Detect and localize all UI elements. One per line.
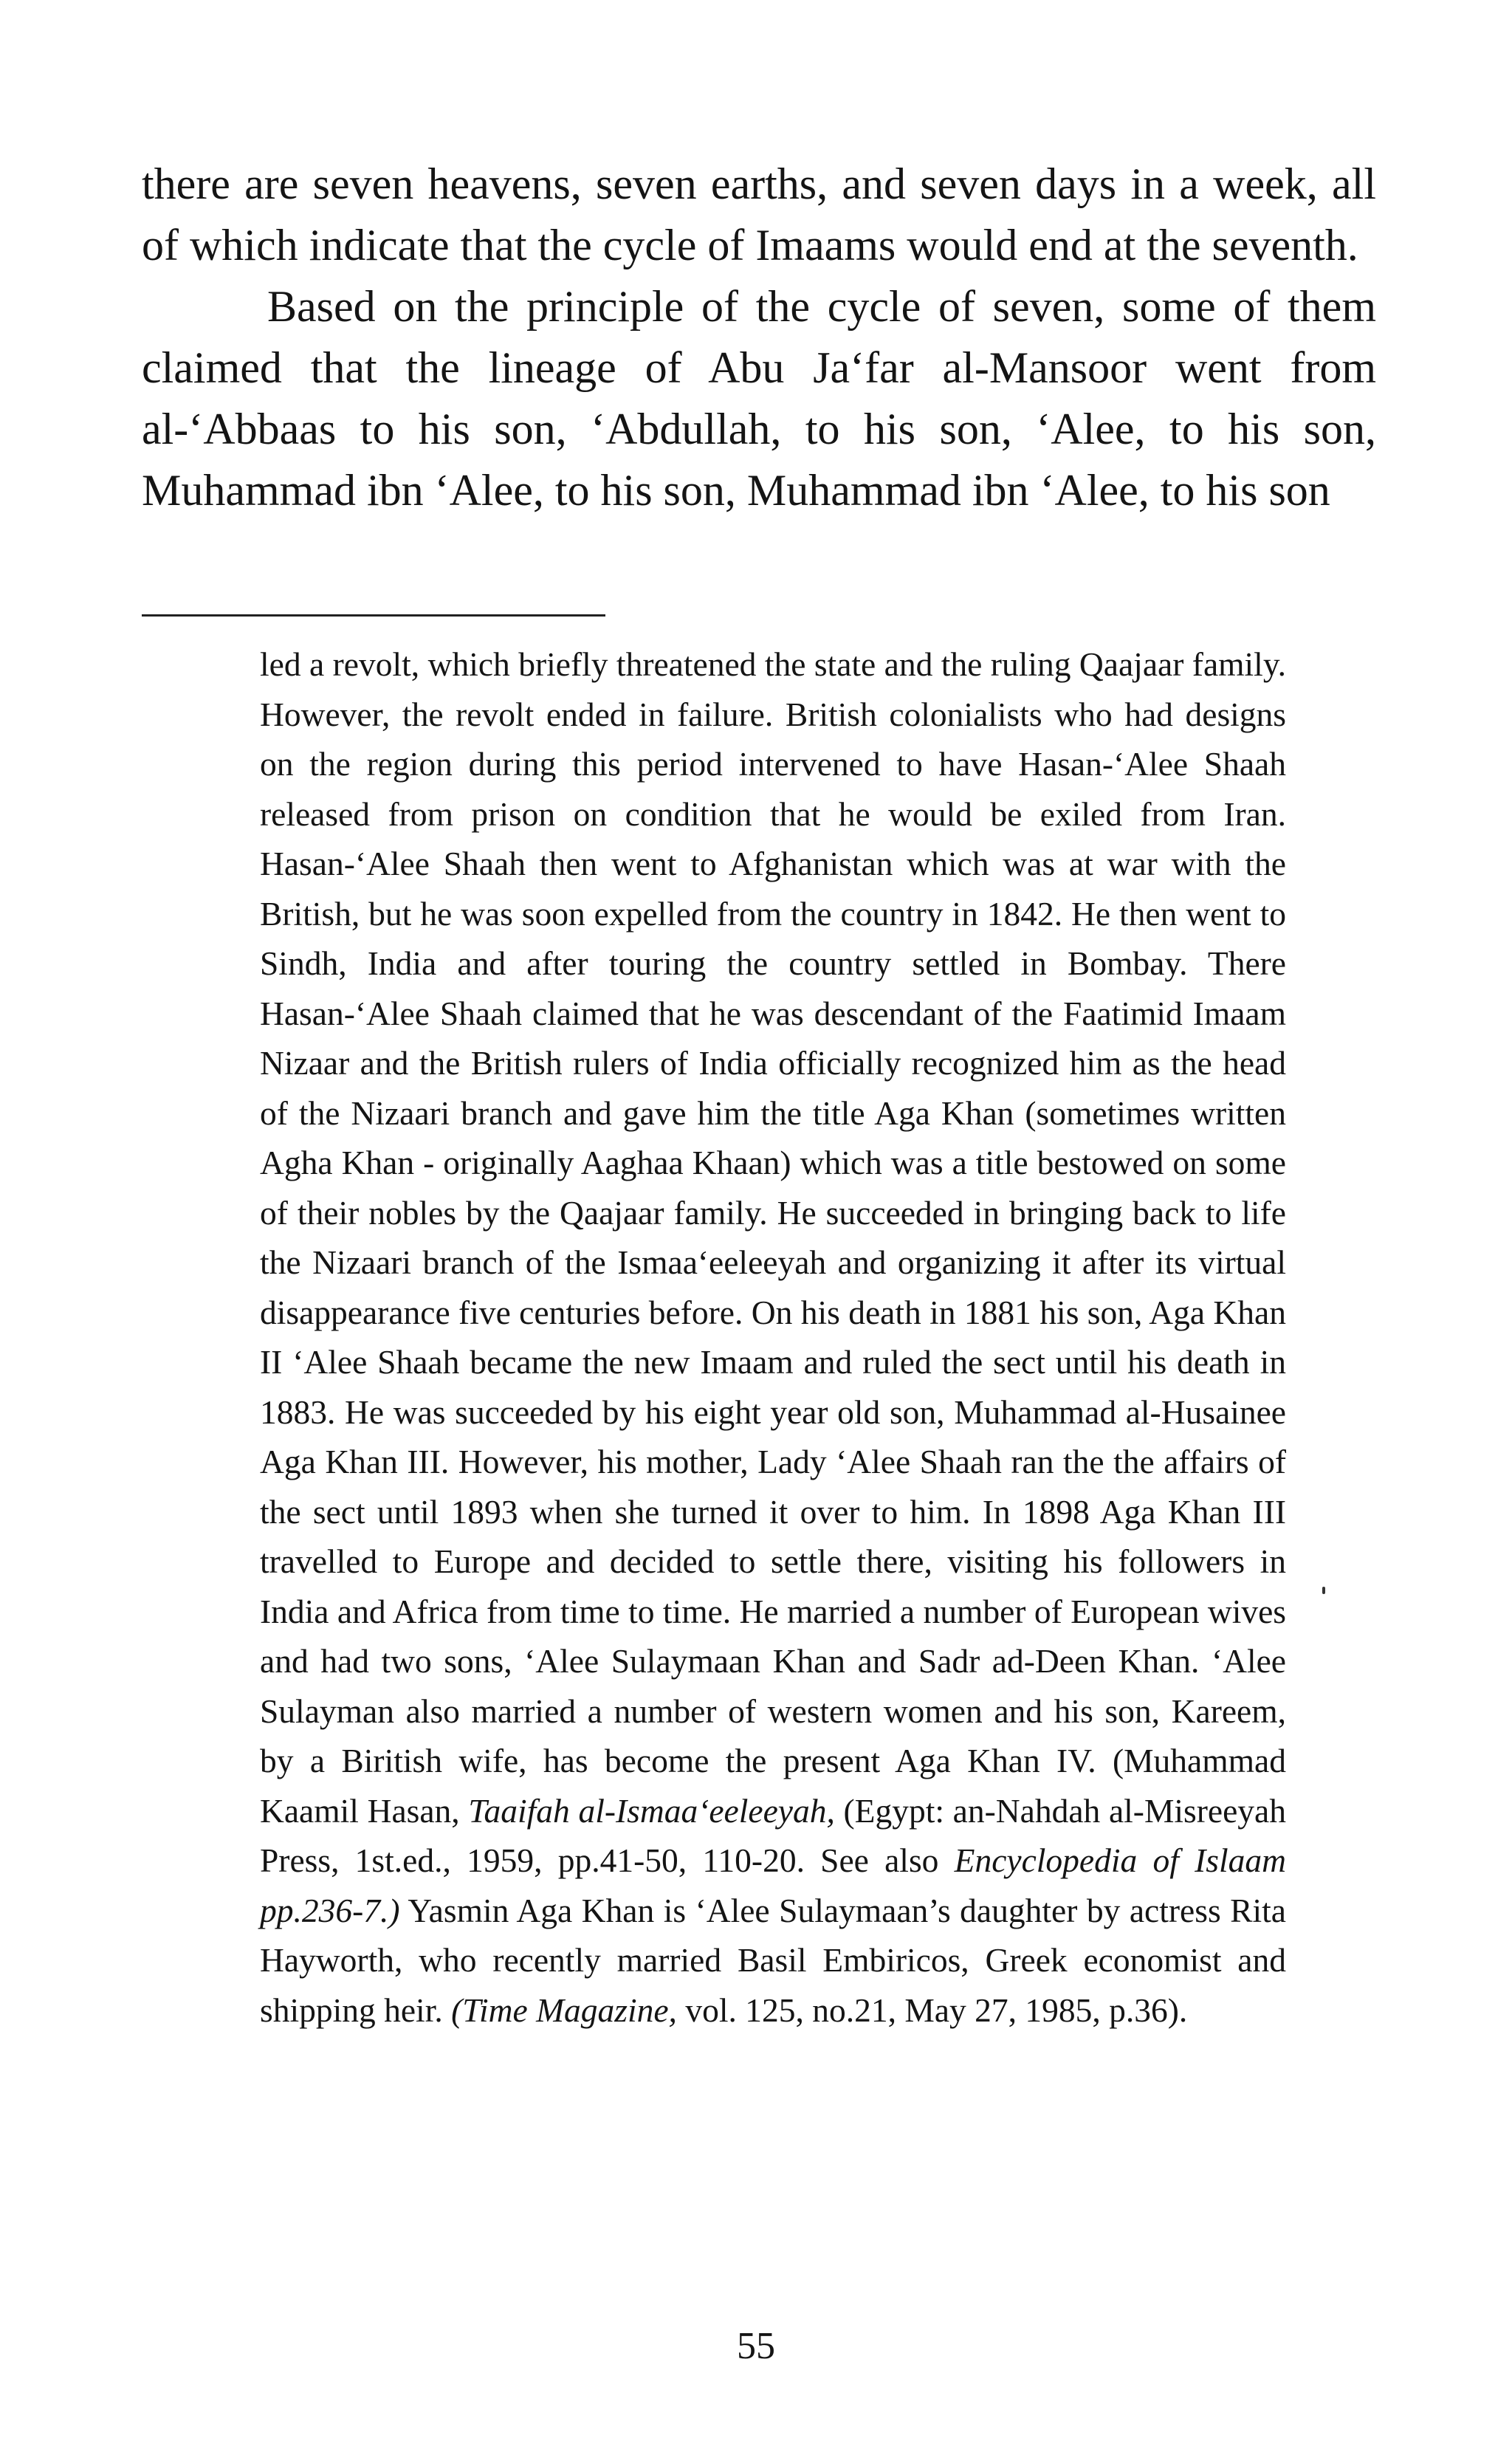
main-text	[142, 154, 1376, 521]
citation-3-rest: vol. 125, no.21, May 27, 1985, p.36).	[676, 1991, 1188, 2029]
footnote-separator	[142, 614, 605, 617]
citation-1-open: (Muhammad Kaamil Hasan,	[260, 1742, 1286, 1830]
citation-1-title: Taaifah al-Ismaa‘eeleeyah,	[468, 1791, 835, 1830]
footnote-after-citation-2: Yasmin Aga Khan is ‘Alee Sulaymaan’s daughter by actress Rita Hayworth, who recently married Basil Embiricos, Greek economist and shipping heir.	[260, 1891, 1286, 2029]
paragraph-1: there are seven heavens, seven earths, and seven days in a week, all of which indicate that the cycle of Imaams would end at the seventh.	[142, 159, 1376, 269]
page-number: 55	[737, 2325, 775, 2367]
stray-mark	[1322, 1587, 1325, 1594]
footnote	[260, 639, 1286, 2035]
footnote-text: led a revolt, which briefly threatened the state and the ruling Qaajaar family. However, the revolt ended in failure. British colonialists who had designs on the region during this period intervened to have Hasan-‘Alee Shaah released from prison on condition that he would be exiled from Iran. Hasan-‘Alee Shaah then went to Afghanistan which was at war with the British, but he was soon expelled from the country in 1842. He then went to Sindh, India and after touring the country settled in Bombay. There Hasan-‘Alee Shaah claimed that he was descendant of the Faatimid Imaam Nizaar and the British rulers of India officially recognized him as the head of the Nizaari branch and gave him the title Aga Khan (sometimes written Agha Khan - originally Aaghaa Khaan) which was a title bestowed on some of their nobles by the Qaajaar family. He succeeded in bringing back to life the Nizaari branch of the Ismaa‘eeleeyah and organizing it after its virtual disappearance five centuries before. On his death in 1881 his son, Aga Khan II ‘Alee Shaah became the new Imaam and ruled the sect until his death in 1883. He was succeeded by his eight year old son, Muhammad al-Husainee Aga Khan III. However, his mother, Lady ‘Alee Shaah ran the the affairs of the sect until 1893 when she turned it over to him. In 1898 Aga Khan III travelled to Europe and decided to settle there, visiting his followers in India and Africa from time to time. He married a number of European wives and had two sons, ‘Alee Sulaymaan Khan and Sadr ad-Deen Khan. ‘Alee Sulayman also married a number of western women and his son, Kareem, by a Biritish wife, has become the present Aga Khan IV.	[260, 645, 1286, 1779]
citation-1-rest: (Egypt: an-Nahdah al-Misreeyah Press, 1st.ed., 1959, pp.41-50, 110-20. See also	[260, 1791, 1286, 1879]
citation-2-title: Encyclopedia of Islaam pp.236-7.)	[260, 1841, 1286, 1929]
citation-3-title: (Time Magazine,	[451, 1991, 677, 2029]
footnote-paragraph	[260, 639, 1286, 2035]
paragraph-2: Based on the principle of the cycle of seven, some of them claimed that the lineage of Abu Ja‘far al-Mansoor went from al-‘Abbaas to his son, ‘Abdullah, to his son, ‘Alee, to his son, Muhammad ibn ‘Alee, to his son, Muhammad ibn ‘Alee, to his son	[142, 282, 1376, 515]
